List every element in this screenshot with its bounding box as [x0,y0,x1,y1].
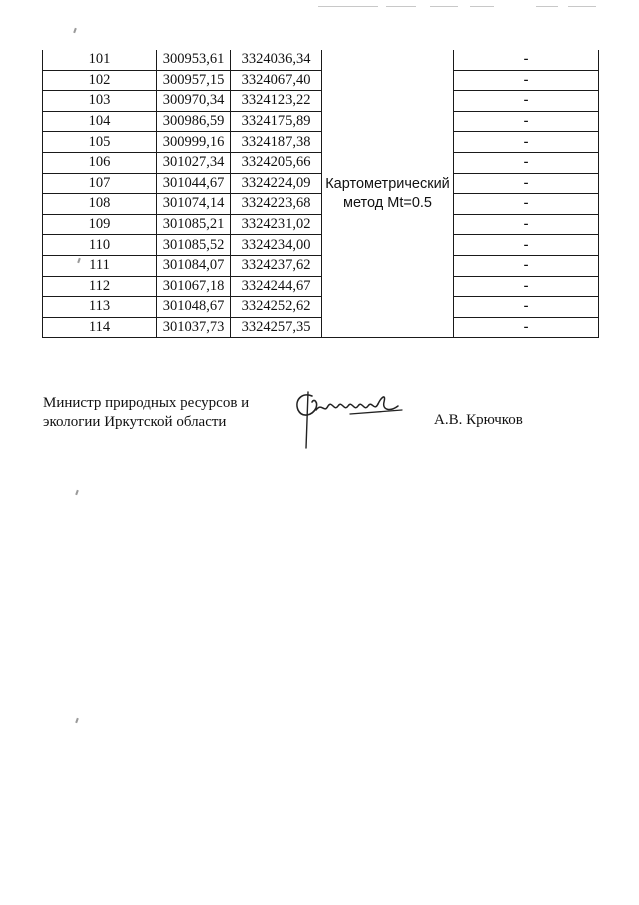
note-cell: - [454,194,599,215]
point-number-cell: 111 [43,255,157,276]
point-number-cell: 103 [43,91,157,112]
coordinates-table [42,50,599,338]
x-coordinate-cell: 301048,67 [157,297,231,318]
x-coordinate-cell: 300953,61 [157,50,231,70]
y-coordinate-cell: 3324205,66 [231,152,322,173]
y-coordinate-cell: 3324036,34 [231,50,322,70]
table-row [43,132,599,153]
table-row [43,276,599,297]
table-row [43,214,599,235]
y-coordinate-cell: 3324237,62 [231,255,322,276]
scan-speck [73,28,77,33]
point-number-cell: 105 [43,132,157,153]
x-coordinate-cell: 300957,15 [157,70,231,91]
signatory-title-line-1: Министр природных ресурсов и [43,395,250,411]
note-cell: - [454,50,599,70]
point-number-cell: 114 [43,317,157,338]
note-cell: - [454,91,599,112]
table-row [43,194,599,215]
x-coordinate-cell: 301074,14 [157,194,231,215]
y-coordinate-cell: 3324223,68 [231,194,322,215]
method-cell [322,50,454,338]
scan-speck [75,718,79,723]
note-cell: - [454,235,599,256]
table-row [43,50,599,70]
y-coordinate-cell: 3324231,02 [231,214,322,235]
y-coordinate-cell: 3324244,67 [231,276,322,297]
scan-artifact-line [568,6,596,7]
table-row [43,235,599,256]
signatory-name: А.В. Крючков [434,412,523,428]
table-row [43,317,599,338]
y-coordinate-cell: 3324234,00 [231,235,322,256]
note-cell: - [454,317,599,338]
x-coordinate-cell: 300999,16 [157,132,231,153]
table-row [43,111,599,132]
note-cell: - [454,152,599,173]
signatory-title-line-2: экологии Иркутской области [43,414,227,430]
table-row [43,152,599,173]
point-number-cell: 112 [43,276,157,297]
note-cell: - [454,255,599,276]
note-cell: - [454,132,599,153]
y-coordinate-cell: 3324187,38 [231,132,322,153]
point-number-cell: 104 [43,111,157,132]
point-number-cell: 107 [43,173,157,194]
y-coordinate-cell: 3324123,22 [231,91,322,112]
table-row [43,297,599,318]
x-coordinate-cell: 300986,59 [157,111,231,132]
point-number-cell: 106 [43,152,157,173]
signatory-title [43,394,249,432]
y-coordinate-cell: 3324175,89 [231,111,322,132]
scan-artifact-line [318,6,378,7]
table-row [43,91,599,112]
note-cell: - [454,276,599,297]
note-cell: - [454,297,599,318]
x-coordinate-cell: 301037,73 [157,317,231,338]
handwritten-signature [290,388,406,450]
y-coordinate-cell: 3324257,35 [231,317,322,338]
x-coordinate-cell: 301067,18 [157,276,231,297]
method-line-2: метод Mt=0.5 [343,194,432,211]
y-coordinate-cell: 3324252,62 [231,297,322,318]
x-coordinate-cell: 301084,07 [157,255,231,276]
note-cell: - [454,70,599,91]
scan-artifact-line [536,6,558,7]
table-row [43,255,599,276]
note-cell: - [454,214,599,235]
point-number-cell: 101 [43,50,157,70]
y-coordinate-cell: 3324067,40 [231,70,322,91]
scan-artifact-line [386,6,416,7]
note-cell: - [454,111,599,132]
scan-speck [75,490,79,495]
note-cell: - [454,173,599,194]
coordinates-table-body [43,50,599,338]
method-line-1: Картометрический [325,175,450,192]
point-number-cell: 110 [43,235,157,256]
x-coordinate-cell: 300970,34 [157,91,231,112]
point-number-cell: 108 [43,194,157,215]
x-coordinate-cell: 301027,34 [157,152,231,173]
point-number-cell: 102 [43,70,157,91]
point-number-cell: 109 [43,214,157,235]
x-coordinate-cell: 301044,67 [157,173,231,194]
scan-artifact-line [470,6,494,7]
y-coordinate-cell: 3324224,09 [231,173,322,194]
table-row [43,173,599,194]
x-coordinate-cell: 301085,52 [157,235,231,256]
point-number-cell: 113 [43,297,157,318]
scan-artifact-line [430,6,458,7]
table-row [43,70,599,91]
x-coordinate-cell: 301085,21 [157,214,231,235]
